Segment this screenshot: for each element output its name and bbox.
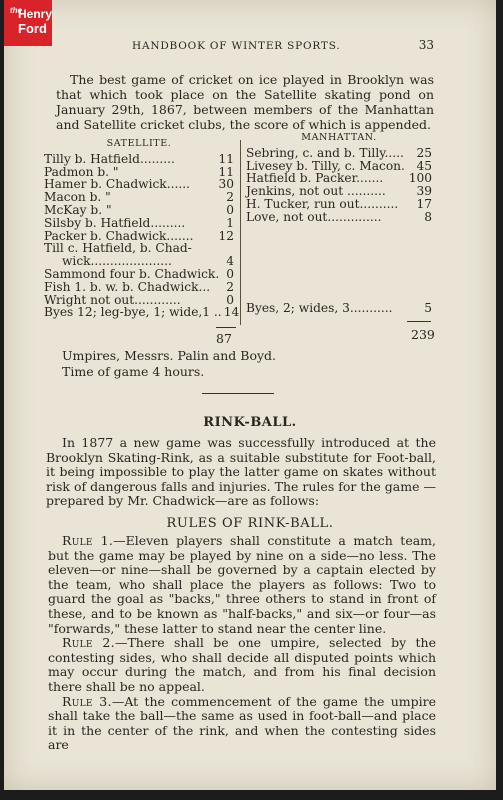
rule-label: Rule 2. xyxy=(62,635,115,651)
batsman-entry: Love, not out.............. xyxy=(246,209,382,224)
batsman-entry: Livesey b. Tilly, c. Macon. xyxy=(246,158,405,173)
logo-the: the xyxy=(10,6,22,15)
column-divider xyxy=(240,140,241,325)
rule-item xyxy=(48,695,436,753)
batsman-entry: Silsby b. Hatfield......... xyxy=(44,215,186,230)
batsman-entry: Packer b. Chadwick....... xyxy=(44,228,194,243)
batsman-entry: Fish 1. b. w. b. Chadwick... xyxy=(44,279,211,294)
scorecard-row xyxy=(44,281,234,294)
batsman-score: 0 xyxy=(226,292,234,307)
batsman-score: 30 xyxy=(218,177,234,192)
batsman-entry: Byes 12; leg-bye, 1; wide,1 .. xyxy=(44,305,222,320)
batsman-entry: H. Tucker, run out.......... xyxy=(246,196,399,211)
rule-item xyxy=(48,534,436,636)
batsman-entry: Jenkins, not out .......... xyxy=(246,184,386,199)
intro-paragraph: The best game of cricket on ice played in Brooklyn was that which took place on the Satellite skating pond on January 29th, 1867, between members of the Manhattan and Satellite cricket clubs, the score of which is appended. xyxy=(56,72,434,132)
satellite-heading: SATELLITE. xyxy=(106,138,172,149)
logo-ford: Ford xyxy=(18,21,47,36)
batsman-entry: Till c. Hatfield, b. Chad- xyxy=(44,241,192,256)
rink-ball-paragraph: In 1877 a new game was successfully introduced at the Brooklyn Skating-Rink, as a suitable substitute for Foot-ball, it being impossible to play the latter game on skates without risk of dangerous falls and injuries. The rules for the game —prepared by Mr. Chadwick—are as follows: xyxy=(46,435,436,509)
batsman-entry: McKay b. " xyxy=(44,202,112,217)
batsman-score: 12 xyxy=(218,228,234,243)
batsman-score: 17 xyxy=(416,196,432,211)
batsman-score: 0 xyxy=(226,202,234,217)
rule-text: —Eleven players shall constitute a match team, but the game may be played by nine on a side—no less. The eleven—or nine—shall be governed by a captain elected by the team, who shall place the players as follows: Two to guard the goal as "backs," three others to stand in front of these, and to be known as "half-backs," and six—or four—as "forwards," these latter to stand near the center line. xyxy=(48,533,436,636)
batsman-entry: Sebring, c. and b. Tilly..... xyxy=(246,145,404,160)
book-page xyxy=(4,0,496,790)
rule-label: Rule 3. xyxy=(62,693,112,709)
batsman-score: 11 xyxy=(218,164,234,179)
scorecard-row xyxy=(246,198,432,211)
batsman-entry: Tilly b. Hatfield......... xyxy=(44,151,175,166)
satellite-total: 87 xyxy=(216,331,232,346)
scorecard-row xyxy=(44,153,234,166)
scorecard-row xyxy=(44,204,234,217)
scorecard-row xyxy=(246,147,432,160)
batsman-score: 100 xyxy=(408,171,432,186)
batsman-entry: Macon b. " xyxy=(44,190,111,205)
running-header: HANDBOOK OF WINTER SPORTS. xyxy=(132,40,341,52)
section-divider xyxy=(202,393,274,394)
rules-heading: RULES OF RINK-BALL. xyxy=(166,516,334,531)
logo-henry: Henry xyxy=(18,7,53,21)
batsman-score: 2 xyxy=(226,190,234,205)
rink-ball-heading: RINK-BALL. xyxy=(203,415,297,430)
batsman-entry: Sammond four b. Chadwick. xyxy=(44,266,220,281)
batsman-score: 5 xyxy=(424,301,432,315)
scorecard-row xyxy=(44,217,234,230)
batsman-entry: wick..................... xyxy=(62,254,172,269)
batsman-score: 45 xyxy=(416,158,432,173)
batsman-entry: Byes, 2; wides, 3........... xyxy=(246,301,393,315)
rule-label: Rule 1. xyxy=(62,533,114,548)
batsman-score: 4 xyxy=(226,254,234,269)
manhattan-extras-row xyxy=(246,302,432,315)
satellite-scorecard xyxy=(44,138,240,320)
scorecard-row xyxy=(246,211,432,224)
batsman-entry: Hatfield b. Packer....... xyxy=(246,171,384,186)
rule-text: —At the commencement of the game the umpire shall take the ball—the same as used in foot-ball—and place it in the center of the rink, and when the contesting sides are xyxy=(48,693,437,753)
umpires-line: Umpires, Messrs. Palin and Boyd. xyxy=(62,348,277,363)
rule-text: —There shall be one umpire, selected by the contesting sides, who shall decide all disputed points which may occur during the match, and from his final decision there shall be no appeal. xyxy=(48,635,436,694)
batsman-entry: Padmon b. " xyxy=(44,164,119,179)
total-rule-left xyxy=(216,327,236,328)
batsman-score: 2 xyxy=(226,279,234,294)
rules-list xyxy=(48,534,436,753)
batsman-score: 14 xyxy=(223,305,240,320)
batsman-score: 0 xyxy=(226,266,234,281)
scorecard-row xyxy=(44,268,234,281)
batsman-score: 8 xyxy=(424,209,432,224)
batsman-score: 39 xyxy=(416,184,432,199)
batsman-entry: Wright not out............ xyxy=(44,292,181,307)
page-number: 33 xyxy=(418,38,434,52)
rule-item xyxy=(48,636,436,694)
total-rule-right xyxy=(407,321,431,322)
henry-ford-logo xyxy=(4,0,52,46)
time-of-game-line: Time of game 4 hours. xyxy=(62,363,205,379)
batsman-score: 25 xyxy=(416,145,432,160)
manhattan-scorecard xyxy=(246,132,432,315)
manhattan-heading: MANHATTAN. xyxy=(301,132,377,143)
manhattan-total: 239 xyxy=(411,327,435,342)
batsman-entry: Hamer b. Chadwick...... xyxy=(44,177,190,192)
batsman-score: 11 xyxy=(218,151,234,166)
scorecard-row xyxy=(44,305,240,320)
match-notes xyxy=(62,348,276,379)
batsman-score: 1 xyxy=(226,215,234,230)
